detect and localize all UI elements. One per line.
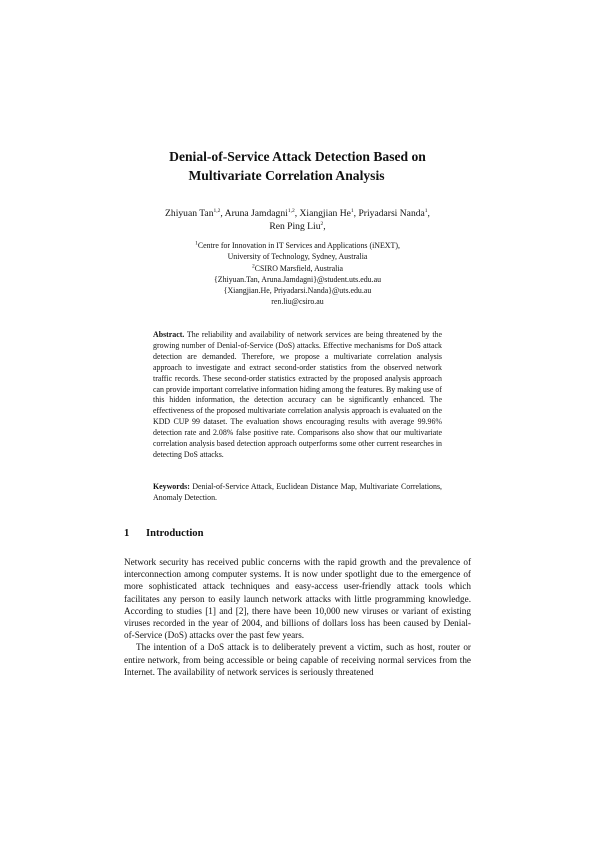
email-line-1: {Zhiyuan.Tan, Aruna.Jamdagni}@student.uts.edu.au	[213, 274, 382, 284]
body-text	[124, 556, 471, 678]
author-affiliation-mark: 2	[320, 220, 324, 227]
section-title: Introduction	[146, 528, 204, 539]
author-affiliation-mark: 1	[424, 207, 428, 214]
author-name: Priyadarsi Nanda	[358, 208, 425, 219]
email-line-2: {Xiangjian.He, Priyadarsi.Nanda}@uts.edu.au	[223, 286, 372, 296]
paper-title	[120, 147, 475, 185]
affiliation-2-text: CSIRO Marsfield, Australia	[254, 263, 344, 273]
affiliation-1-line-2: University of Technology, Sydney, Australia	[227, 252, 368, 262]
email-line-3: ren.liu@csiro.au	[271, 297, 324, 307]
keywords-text: Denial-of-Service Attack, Euclidean Distance Map, Multivariate Correlations, Anomaly Detection.	[153, 482, 442, 502]
author-affiliation-mark: 1,2	[213, 207, 221, 214]
abstract-text: The reliability and availability of network services are being threatened by the growing number of Denial-of-Service (DoS) attacks. Effective mechanisms for DoS attack detection are demanded. Therefore, we propose a multivariate correlation analysis approach to investigate and extract second-order statistics from the observed network traffic records. These second-order statistics extracted by the proposed analysis approach can provide important correlative information hiding among the features. By making use of this hidden information, the detection accuracy can be significantly enhanced. The effectiveness of the proposed multivariate correlation analysis approach is evaluated on the KDD CUP 99 dataset. The evaluation shows encouraging results with average 99.96% detection rate and 2.08% false positive rate. Comparisons also show that our multivariate correlation analysis based detection approach outperforms some other current researches in detecting DoS attacks.	[153, 330, 442, 459]
title-line-1: Denial-of-Service Attack Detection Based on	[169, 149, 426, 164]
author-name: Xiangjian He	[299, 208, 351, 219]
keywords	[153, 482, 442, 504]
author-separator: ,	[353, 208, 359, 219]
affiliation-1-text: Centre for Innovation in IT Services and Applications (iNEXT),	[197, 241, 400, 250]
keywords-label: Keywords:	[153, 482, 190, 491]
author-name: Aruna Jamdagni	[224, 208, 288, 219]
author-separator: ,	[323, 221, 326, 232]
paragraph: Network security has received public concerns with the rapid growth and the prevalence of interconnection among computer systems. It is now under spotlight due to the emergence of more sophisticated attack techniques and easy-access user-friendly attack tools which facilitates any person to easily launch network attacks with little programming knowledge. According to studies [1] and [2], there have been 10,000 new viruses or variant of existing viruses recorded in the year of 2004, and billions of dollars loss has been caused by Denial-of-Service (DoS) attacks over the past few years.	[124, 557, 471, 641]
title-line-2: Multivariate Correlation Analysis	[188, 168, 385, 183]
abstract	[153, 330, 442, 461]
section-number: 1	[124, 528, 130, 539]
author-list	[120, 207, 475, 233]
author-separator: ,	[294, 208, 300, 219]
affiliations	[120, 240, 475, 308]
section-heading	[124, 528, 204, 539]
affiliation-1	[120, 240, 475, 251]
abstract-label: Abstract.	[153, 330, 185, 339]
author-name: Zhiyuan Tan	[165, 208, 214, 219]
author-line-2	[120, 220, 475, 233]
author-affiliation-mark: 1	[350, 207, 354, 214]
affiliation-mark: 1	[195, 240, 198, 247]
author-line-1	[120, 207, 475, 220]
affiliation-mark: 2	[251, 262, 255, 269]
affiliation-2	[120, 263, 475, 274]
author-name: Ren Ping Liu	[269, 221, 321, 232]
author-separator: ,	[220, 208, 225, 219]
paragraph: The intention of a DoS attack is to deliberately prevent a victim, such as host, router or entire network, from being accessible or being capable of receiving normal services from the Internet. The availability of network services is seriously threatened	[124, 642, 471, 677]
author-separator: ,	[427, 208, 430, 219]
author-affiliation-mark: 1,2	[287, 207, 295, 214]
